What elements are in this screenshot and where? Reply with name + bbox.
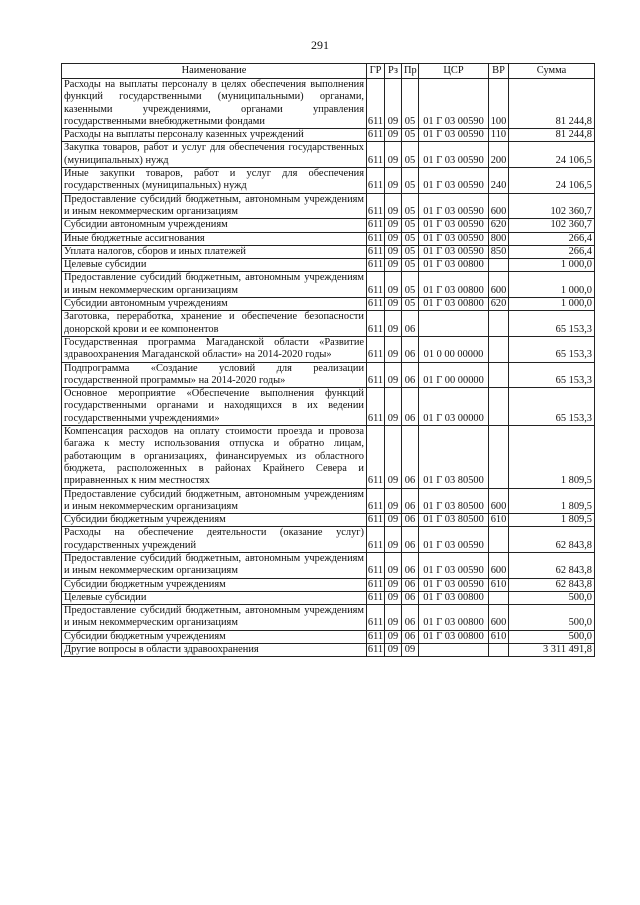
row-name: Субсидии бюджетным учреждениям — [62, 630, 367, 643]
row-vr — [489, 259, 509, 272]
row-vr: 110 — [489, 129, 509, 142]
row-rz: 09 — [385, 193, 402, 219]
table-row — [62, 488, 595, 514]
row-pr: 06 — [402, 552, 419, 578]
row-pr: 06 — [402, 591, 419, 604]
table-row — [62, 311, 595, 337]
row-pr: 05 — [402, 259, 419, 272]
row-gr: 611 — [367, 168, 385, 194]
row-pr: 06 — [402, 362, 419, 388]
row-rz: 09 — [385, 630, 402, 643]
row-vr: 100 — [489, 79, 509, 129]
row-vr — [489, 644, 509, 657]
header-gr: ГР — [367, 64, 385, 79]
row-gr: 611 — [367, 552, 385, 578]
table-row — [62, 245, 595, 258]
row-name: Предоставление субсидий бюджетным, автономным учреждениям и иным некоммерческим организациям — [62, 272, 367, 298]
row-vr: 610 — [489, 630, 509, 643]
row-rz: 09 — [385, 129, 402, 142]
row-vr: 610 — [489, 514, 509, 527]
row-rz: 09 — [385, 142, 402, 168]
row-vr: 600 — [489, 488, 509, 514]
row-sum: 62 843,8 — [509, 552, 595, 578]
header-name: Наименование — [62, 64, 367, 79]
row-rz: 09 — [385, 232, 402, 245]
row-sum: 500,0 — [509, 591, 595, 604]
row-vr: 620 — [489, 298, 509, 311]
header-rz: Рз — [385, 64, 402, 79]
row-sum: 1 000,0 — [509, 259, 595, 272]
row-csr: 01 Г 03 00590 — [419, 578, 489, 591]
row-gr: 611 — [367, 605, 385, 631]
row-csr: 01 Г 03 00590 — [419, 168, 489, 194]
header-csr: ЦСР — [419, 64, 489, 79]
row-rz: 09 — [385, 298, 402, 311]
row-gr: 611 — [367, 362, 385, 388]
row-gr: 611 — [367, 578, 384, 590]
row-vr: 600 — [489, 193, 509, 219]
row-name: Предоставление субсидий бюджетным, автономным учреждениям и иным некоммерческим организациям — [62, 193, 367, 219]
row-sum: 65 153,3 — [509, 388, 595, 426]
row-pr: 06 — [402, 426, 419, 488]
row-rz: 09 — [385, 527, 402, 553]
table-row — [62, 219, 595, 232]
page-number: 291 — [311, 38, 329, 52]
row-gr: 611 — [367, 388, 385, 426]
row-gr: 611 — [367, 232, 384, 244]
table-row — [62, 272, 595, 298]
row-pr: 05 — [402, 168, 419, 194]
row-rz: 09 — [385, 259, 402, 272]
row-name: Подпрограмма «Создание условий для реализации государственной программы» на 2014-2020 годы» — [62, 362, 367, 388]
row-pr: 06 — [402, 311, 419, 337]
row-csr: 01 Г 03 00590 — [419, 193, 489, 219]
row-pr: 06 — [402, 488, 419, 514]
row-rz: 09 — [385, 514, 402, 527]
row-gr: 611 — [367, 311, 385, 337]
row-pr: 09 — [402, 644, 419, 657]
row-sum: 1 809,5 — [509, 514, 595, 527]
row-name: Расходы на обеспечение деятельности (оказание услуг) государственных учреждений — [62, 527, 367, 553]
row-vr — [489, 591, 509, 604]
row-pr: 06 — [402, 514, 419, 527]
row-vr — [489, 336, 509, 362]
table-row — [62, 630, 595, 643]
row-sum: 1 809,5 — [509, 426, 595, 488]
row-sum: 266,4 — [509, 245, 595, 258]
header-pr: Пр — [402, 64, 419, 79]
row-gr: 611 — [367, 245, 384, 257]
row-vr: 600 — [489, 272, 509, 298]
row-name: Субсидии автономным учреждениям — [62, 298, 367, 311]
row-pr: 06 — [402, 578, 419, 591]
table-row — [62, 578, 595, 591]
row-pr: 05 — [402, 245, 419, 258]
row-csr: 01 Г 03 00800 — [419, 630, 489, 643]
row-pr: 06 — [402, 630, 419, 643]
row-vr — [489, 362, 509, 388]
row-pr: 06 — [402, 605, 419, 631]
table-row — [62, 168, 595, 194]
table-row — [62, 426, 595, 488]
row-rz: 09 — [385, 219, 402, 232]
row-pr: 05 — [402, 272, 419, 298]
row-name: Расходы на выплаты персоналу в целях обеспечения выполнения функций государственными (муниципальными) органами, казенными учреждениями, органами управления государственными внебюджетными фондами — [62, 79, 367, 129]
row-vr: 800 — [489, 232, 509, 245]
header-vr: ВР — [489, 64, 509, 79]
row-csr: 01 Г 03 80500 — [419, 488, 489, 514]
table-row — [62, 527, 595, 553]
table-row — [62, 142, 595, 168]
row-name: Закупка товаров, работ и услуг для обеспечения государственных (муниципальных) нужд — [62, 142, 367, 168]
table-row — [62, 591, 595, 604]
row-gr: 611 — [367, 630, 384, 642]
row-name: Предоставление субсидий бюджетным, автономным учреждениям и иным некоммерческим организациям — [62, 552, 367, 578]
row-sum: 81 244,8 — [509, 79, 595, 129]
row-vr — [489, 426, 509, 488]
row-name: Иные бюджетные ассигнования — [62, 232, 367, 245]
row-rz: 09 — [385, 311, 402, 337]
row-csr: 01 Г 00 00000 — [419, 362, 489, 388]
row-sum: 65 153,3 — [509, 336, 595, 362]
row-pr: 05 — [402, 298, 419, 311]
row-sum: 102 360,7 — [509, 219, 595, 232]
row-sum: 3 311 491,8 — [509, 644, 595, 657]
row-rz: 09 — [385, 605, 402, 631]
row-csr: 01 Г 03 00590 — [419, 245, 489, 258]
row-rz: 09 — [385, 79, 402, 129]
row-name: Другие вопросы в области здравоохранения — [62, 644, 367, 657]
row-name: Основное мероприятие «Обеспечение выполнения функций государственными органами и находящихся в их ведении государственными учреждениями» — [62, 388, 367, 426]
row-rz: 09 — [385, 488, 402, 514]
row-sum: 62 843,8 — [509, 578, 595, 591]
row-sum: 81 244,8 — [509, 129, 595, 142]
row-gr: 611 — [367, 336, 385, 362]
row-sum: 1 809,5 — [509, 488, 595, 514]
row-gr: 611 — [367, 644, 384, 656]
row-vr — [489, 388, 509, 426]
header-sum: Сумма — [509, 64, 595, 79]
row-vr: 240 — [489, 168, 509, 194]
row-name: Целевые субсидии — [62, 259, 367, 272]
row-vr: 600 — [489, 605, 509, 631]
row-vr: 610 — [489, 578, 509, 591]
row-rz: 09 — [385, 362, 402, 388]
row-gr: 611 — [367, 129, 384, 141]
table-row — [62, 605, 595, 631]
row-name: Иные закупки товаров, работ и услуг для обеспечения государственных (муниципальных) нужд — [62, 168, 367, 194]
row-gr: 611 — [367, 426, 385, 488]
row-pr: 06 — [402, 527, 419, 553]
row-pr: 06 — [402, 388, 419, 426]
row-csr: 01 Г 03 00800 — [419, 591, 489, 604]
row-pr: 05 — [402, 219, 419, 232]
row-pr: 05 — [402, 193, 419, 219]
row-gr: 611 — [367, 591, 384, 603]
row-rz: 09 — [385, 644, 402, 657]
row-name: Субсидии автономным учреждениям — [62, 219, 367, 232]
row-gr: 611 — [367, 298, 384, 310]
row-rz: 09 — [385, 272, 402, 298]
row-pr: 05 — [402, 142, 419, 168]
table-row — [62, 79, 595, 129]
row-name: Целевые субсидии — [62, 591, 367, 604]
row-vr: 200 — [489, 142, 509, 168]
budget-table — [61, 63, 595, 657]
row-csr — [419, 644, 489, 657]
row-vr: 850 — [489, 245, 509, 258]
table-row — [62, 644, 595, 657]
row-sum: 1 000,0 — [509, 298, 595, 311]
row-csr: 01 Г 03 00590 — [419, 552, 489, 578]
row-csr: 01 Г 03 80500 — [419, 514, 489, 527]
row-sum: 500,0 — [509, 605, 595, 631]
row-sum: 65 153,3 — [509, 311, 595, 337]
table-row — [62, 259, 595, 272]
row-gr: 611 — [367, 142, 385, 168]
row-pr: 05 — [402, 232, 419, 245]
row-name: Компенсация расходов на оплату стоимости проезда и провоза багажа к месту использования отпуска и обратно лицам, работающим в организациях, финансируемых из областного бюджета, расположенных в районах Крайнего Севера и приравненных к ним местностях — [62, 426, 367, 488]
row-csr — [419, 311, 489, 337]
row-name: Предоставление субсидий бюджетным, автономным учреждениям и иным некоммерческим организациям — [62, 605, 367, 631]
row-name: Уплата налогов, сборов и иных платежей — [62, 245, 367, 258]
row-sum: 102 360,7 — [509, 193, 595, 219]
table-row — [62, 336, 595, 362]
table-row — [62, 298, 595, 311]
table-row — [62, 362, 595, 388]
row-csr: 01 Г 03 00590 — [419, 219, 489, 232]
row-gr: 611 — [367, 79, 385, 129]
row-rz: 09 — [385, 245, 402, 258]
row-name: Государственная программа Магаданской области «Развитие здравоохранения Магаданской области» на 2014-2020 годы» — [62, 336, 367, 362]
row-rz: 09 — [385, 336, 402, 362]
row-sum: 500,0 — [509, 630, 595, 643]
row-rz: 09 — [385, 591, 402, 604]
row-rz: 09 — [385, 578, 402, 591]
row-gr: 611 — [367, 219, 384, 231]
table-row — [62, 129, 595, 142]
row-gr: 611 — [367, 514, 384, 526]
row-csr: 01 Г 03 00590 — [419, 142, 489, 168]
row-gr: 611 — [367, 193, 385, 219]
row-sum: 266,4 — [509, 232, 595, 245]
row-name: Заготовка, переработка, хранение и обеспечение безопасности донорской крови и ее компонентов — [62, 311, 367, 337]
row-csr: 01 Г 03 00800 — [419, 259, 489, 272]
row-gr: 611 — [367, 488, 385, 514]
table-row — [62, 552, 595, 578]
row-name: Субсидии бюджетным учреждениям — [62, 514, 367, 527]
row-gr: 611 — [367, 259, 384, 271]
row-sum: 24 106,5 — [509, 142, 595, 168]
row-csr: 01 Г 03 00800 — [419, 298, 489, 311]
row-csr: 01 Г 03 00800 — [419, 272, 489, 298]
row-rz: 09 — [385, 552, 402, 578]
row-vr: 620 — [489, 219, 509, 232]
row-gr: 611 — [367, 527, 385, 553]
row-pr: 06 — [402, 336, 419, 362]
table-row — [62, 232, 595, 245]
table-row — [62, 193, 595, 219]
row-csr: 01 Г 03 00800 — [419, 605, 489, 631]
table-row — [62, 388, 595, 426]
row-name: Расходы на выплаты персоналу казенных учреждений — [62, 129, 367, 142]
row-vr — [489, 311, 509, 337]
row-pr: 05 — [402, 79, 419, 129]
row-pr: 05 — [402, 129, 419, 142]
row-gr: 611 — [367, 272, 385, 298]
row-sum: 1 000,0 — [509, 272, 595, 298]
row-csr: 01 Г 03 00590 — [419, 527, 489, 553]
row-rz: 09 — [385, 168, 402, 194]
row-vr — [489, 527, 509, 553]
row-csr: 01 Г 03 00590 — [419, 79, 489, 129]
row-name: Предоставление субсидий бюджетным, автономным учреждениям и иным некоммерческим организациям — [62, 488, 367, 514]
row-sum: 62 843,8 — [509, 527, 595, 553]
row-csr: 01 Г 03 00590 — [419, 232, 489, 245]
row-csr: 01 0 00 00000 — [419, 336, 489, 362]
table-row — [62, 514, 595, 527]
row-rz: 09 — [385, 388, 402, 426]
row-name: Субсидии бюджетным учреждениям — [62, 578, 367, 591]
row-rz: 09 — [385, 426, 402, 488]
row-csr: 01 Г 03 00590 — [419, 129, 489, 142]
row-sum: 65 153,3 — [509, 362, 595, 388]
table-header-row — [62, 64, 595, 79]
row-csr: 01 Г 03 80500 — [419, 426, 489, 488]
row-csr: 01 Г 03 00000 — [419, 388, 489, 426]
row-vr: 600 — [489, 552, 509, 578]
row-sum: 24 106,5 — [509, 168, 595, 194]
